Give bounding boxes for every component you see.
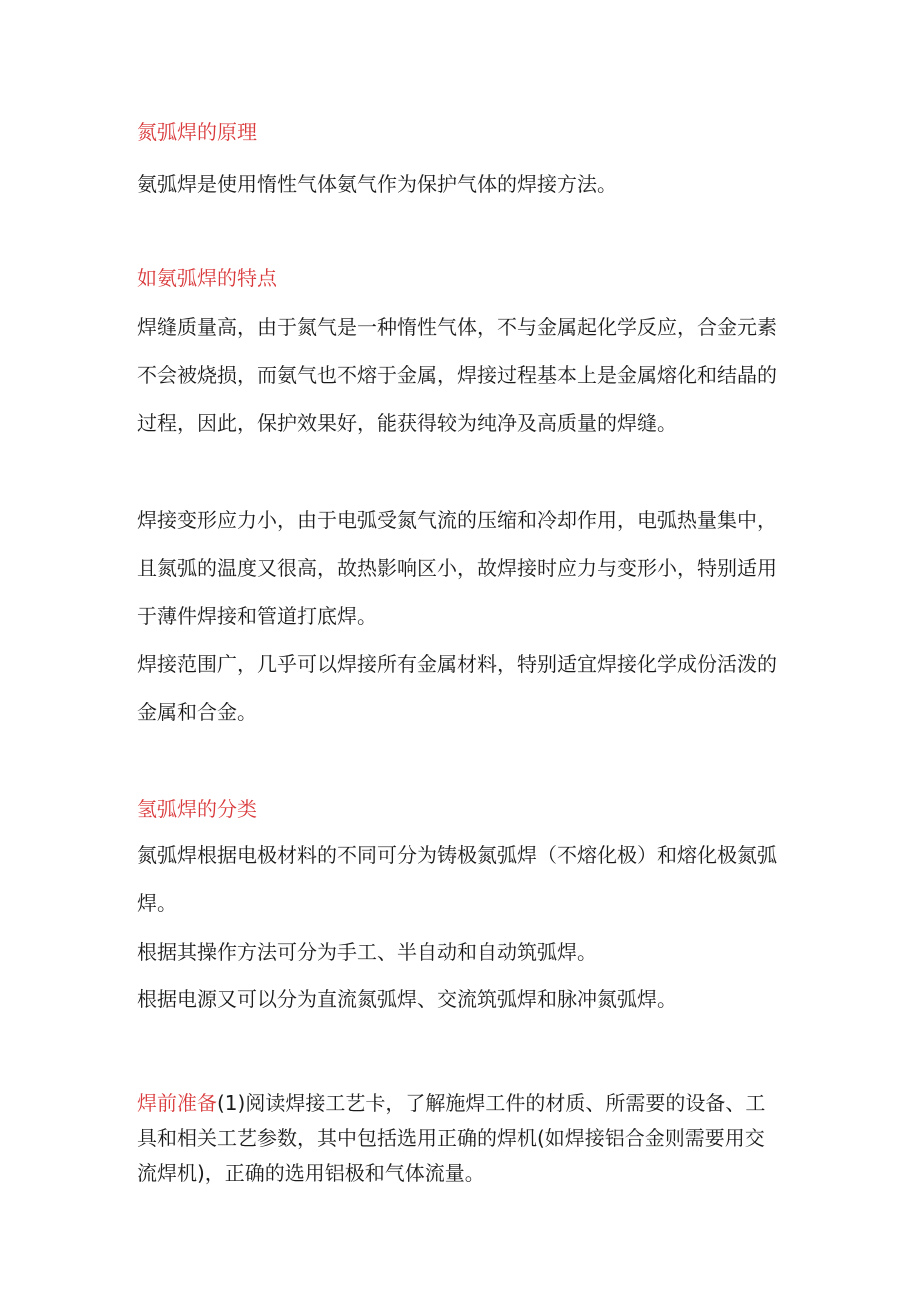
section-heading-preparation: 焊前准备 xyxy=(137,1091,217,1115)
features-paragraph-weld-quality: 焊缝质量高，由于氮气是一种惰性气体，不与金属起化学反应，合金元素不会被烧损，而氨气也不熔于金属，焊接过程基本上是金属熔化和结晶的过程，因此，保护效果好，能获得较为纯净及高质量的焊缝。 xyxy=(137,315,777,435)
classification-paragraph-power: 根据电源又可以分为直流氮弧焊、交流筑弧焊和脉冲氮弧焊。 xyxy=(137,987,677,1011)
preparation-paragraph: (1)阅读焊接工艺卡，了解施焊工件的材质、所需要的设备、工具和相关工艺参数，其中包括选用正确的焊机(如焊接铝合金则需要用交流焊机)，正确的选用铝极和气体流量。 xyxy=(137,1091,766,1185)
classification-paragraph-operation: 根据其操作方法可分为手工、半自动和自动筑弧焊。 xyxy=(137,940,597,964)
section-heading-principle: 氮弧焊的原理 xyxy=(137,120,257,144)
classification-paragraph-electrode: 氮弧焊根据电极材料的不同可分为铸极氮弧焊（不熔化极）和熔化极氮弧焊。 xyxy=(137,843,777,915)
section-heading-features: 如氨弧焊的特点 xyxy=(137,266,277,290)
principle-paragraph: 氨弧焊是使用惰性气体氨气作为保护气体的焊接方法。 xyxy=(137,172,617,196)
features-paragraph-range: 焊接范围广，几乎可以焊接所有金属材料，特别适宜焊接化学成份活泼的金属和合金。 xyxy=(137,652,777,724)
features-paragraph-deformation: 焊接变形应力小，由于电弧受氮气流的压缩和冷却作用，电弧热量集中，且氮弧的温度又很高，故热影响区小，故焊接时应力与变形小，特别适用于薄件焊接和管道打底焊。 xyxy=(137,508,777,628)
section-heading-classification: 氢弧焊的分类 xyxy=(137,797,257,821)
preparation-block xyxy=(137,1086,777,1191)
